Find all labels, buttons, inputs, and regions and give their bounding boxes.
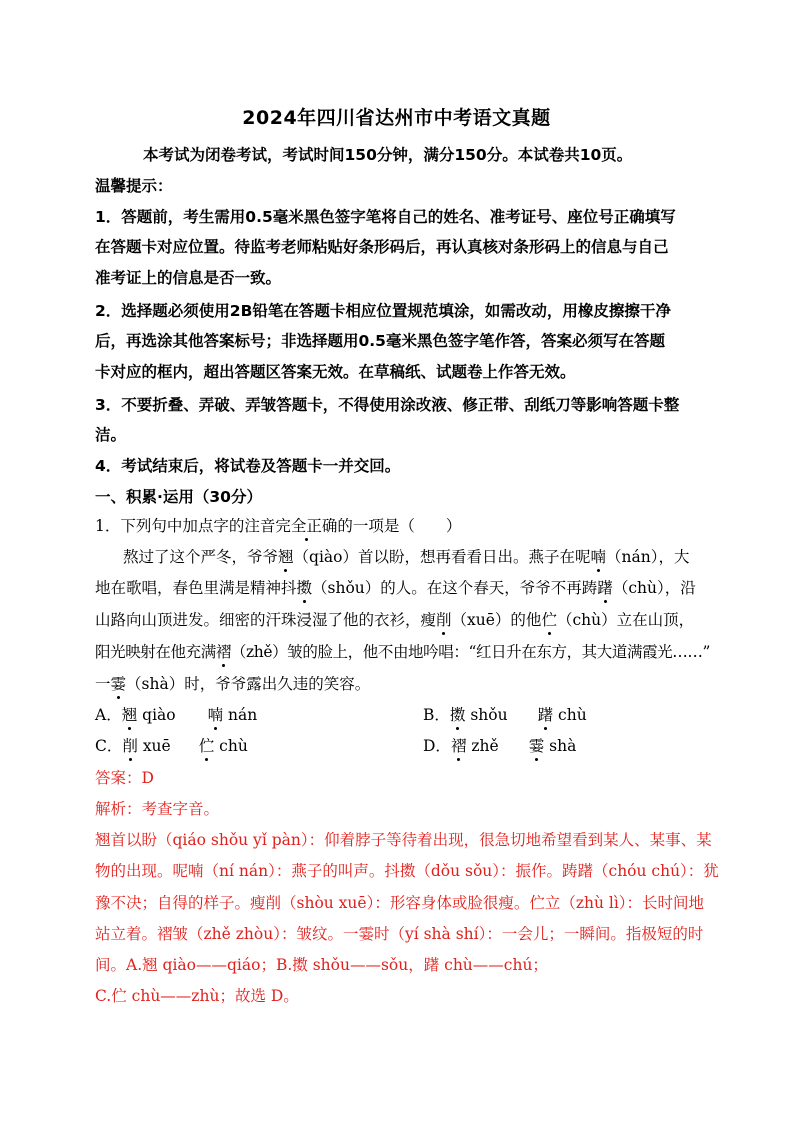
analysis-line: 豫不决；自得的样子。瘦削（shòu xuē）：形容身体或脸很瘦。伫立（zhù lì）：长时间地: [95, 894, 705, 912]
option-label: B．: [423, 706, 450, 724]
passage-line: [123, 547, 733, 567]
notice-line: 卡对应的框内，超出答题区答案无效。在草稿纸、试题卷上作答无效。: [95, 363, 576, 381]
passage-line: [95, 610, 705, 630]
option-d[interactable]: [423, 736, 703, 756]
passage-text: （chù）立在山顶，: [556, 611, 695, 629]
analysis-line: 翘首以盼（qiáo shǒu yǐ pàn）：仰着脖子等待着出现，很急切地希望看到某人、某事、某: [95, 831, 712, 849]
intro-text: 本考试为闭卷考试，考试时间150分钟，满分150分。本试卷共10页。: [143, 146, 633, 164]
dotted-char: 霎: [528, 737, 545, 755]
option-pinyin: qiào: [137, 706, 176, 724]
dotted-char: 躇: [597, 579, 613, 597]
page-title: 2024年四川省达州市中考语文真题: [242, 107, 551, 129]
passage-text: （shà）时，爷爷露出久违的笑容。: [126, 675, 371, 693]
analysis-line: 站立着。褶皱（zhě zhòu）：皱纹。一霎时（yí shà shí）：一会儿；一瞬间。指极短的时: [95, 925, 704, 943]
passage-text: 阳光映射在他充满: [95, 643, 216, 661]
notice-line: 洁。: [95, 426, 127, 444]
dotted-char: 喃: [207, 706, 224, 724]
passage-text: （zhě）皱的脸上，他不由地吟唱：“红日升在东方，其大道满霞光……”: [230, 643, 710, 661]
option-pinyin: chù: [553, 706, 587, 724]
option-pinyin: shà: [544, 737, 577, 755]
passage-text: （nán），大: [606, 548, 690, 566]
analysis-line: 物的出现。呢喃（ní nán）：燕子的叫声。抖擞（dǒu sǒu）：振作。踌躇（chóu chú）：犹: [95, 862, 719, 880]
option-b[interactable]: [423, 705, 703, 725]
notice-line: 1．答题前，考生需用0.5毫米黑色签字笔将自己的姓名、准考证号、座位号正确填写: [95, 208, 676, 226]
option-pinyin: zhě: [466, 737, 499, 755]
passage-text: 地在歌唱，春色里满是精神抖: [95, 579, 297, 597]
dotted-char: 翘: [278, 548, 294, 566]
dotted-char: 褶: [450, 737, 467, 755]
notice-line: 准考证上的信息是否一致。: [95, 269, 282, 287]
option-label: D．: [423, 737, 451, 755]
dotted-char: 擞: [296, 579, 313, 597]
dotted-char: 伫: [198, 737, 215, 755]
passage-line: [95, 642, 710, 662]
notice-line: 在答题卡对应位置。待监考老师粘贴好条形码后，再认真核对条形码上的信息与自己: [95, 238, 669, 256]
option-label: A．: [95, 706, 122, 724]
notice-line: 3．不要折叠、弄破、弄皱答题卡，不得使用涂改液、修正带、刮纸刀等影响答题卡整: [95, 396, 680, 414]
passage-text: （chù），沿: [612, 579, 696, 597]
option-pinyin: shǒu: [465, 706, 508, 724]
question-stem: [95, 516, 705, 536]
option-a[interactable]: [95, 705, 395, 725]
stem-dotted: 完全正确: [275, 517, 338, 535]
section-heading: 一、积累·运用（30分）: [95, 488, 262, 506]
notice-heading: 温馨提示：: [95, 177, 173, 195]
dotted-char: 褶: [215, 643, 231, 661]
dotted-char: 削: [122, 737, 138, 755]
notice-line: 后，再选涂其他答案标号；非选择题用0.5毫米黑色签字笔作答，答案必须写在答题: [95, 332, 665, 350]
option-pinyin: chù: [214, 737, 248, 755]
dotted-char: 翘: [121, 706, 138, 724]
notice-line: 2．选择题必须使用2B铅笔在答题卡相应位置规范填涂，如需改动，用橡皮擦擦干净: [95, 302, 671, 320]
passage-line: [95, 578, 705, 598]
dotted-char: 霎: [110, 675, 127, 693]
stem-part: 1．下列句中加点字的注音: [95, 517, 276, 535]
notice-line: 4．考试结束后，将试卷及答题卡一并交回。: [95, 457, 401, 475]
analysis-line: 解析：考查字音。: [95, 800, 220, 818]
dotted-char: 削: [436, 611, 452, 629]
option-pinyin: nán: [223, 706, 258, 724]
answer-text: 答案：D: [95, 769, 154, 787]
passage-text: 山路向山顶进发。细密的汗珠浸湿了他的衣衫，瘦: [95, 611, 437, 629]
analysis-line: 间。A.翘 qiào——qiáo；B.擞 shǒu——sǒu，躇 chù——chú；: [95, 956, 548, 974]
passage-text: 熬过了这个严冬，爷爷: [123, 548, 279, 566]
passage-text: （xuē）的他: [451, 611, 542, 629]
passage-text: 一: [95, 675, 111, 693]
passage-text: （qiào）首以盼，想再看看日出。燕子在呢: [293, 548, 591, 566]
dotted-char: 擞: [449, 706, 466, 724]
passage-line: [95, 674, 705, 694]
option-pinyin: xuē: [137, 737, 171, 755]
dotted-char: 伫: [541, 611, 557, 629]
option-label: C．: [95, 737, 123, 755]
dotted-char: 躇: [537, 706, 554, 724]
option-c[interactable]: [95, 736, 395, 756]
passage-text: （shǒu）的人。在这个春天，爷爷不再踌: [312, 579, 598, 597]
analysis-line: C.伫 chù——zhù；故选 D。: [95, 987, 299, 1005]
dotted-char: 喃: [590, 548, 607, 566]
stem-part: 的一项是（ ）: [337, 517, 462, 535]
